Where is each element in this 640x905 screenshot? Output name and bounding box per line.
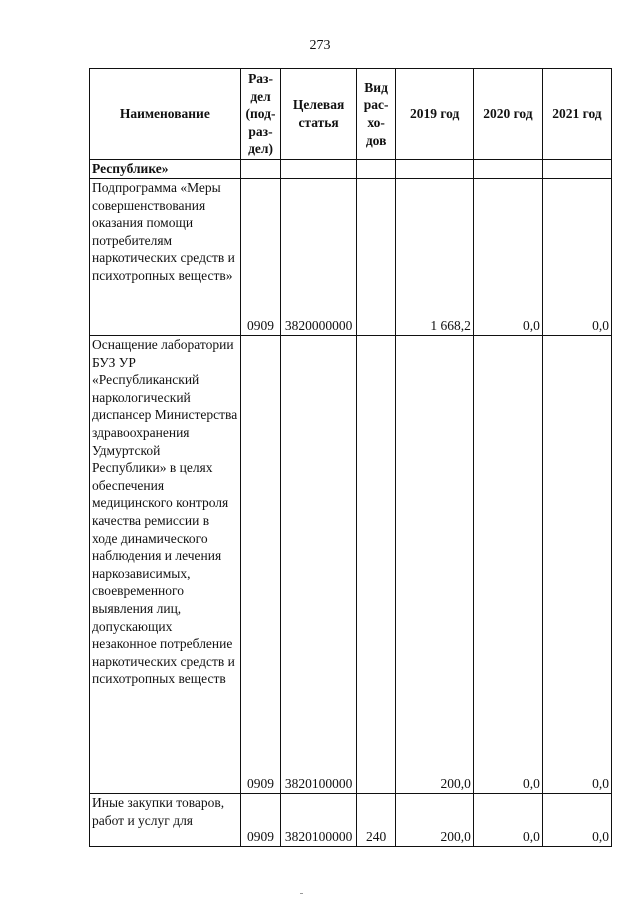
row-2020: 0,0: [473, 794, 542, 847]
row-2020: 0,0: [473, 336, 542, 794]
row-target: 3820100000: [281, 336, 356, 794]
row-name: Иные закупки товаров, работ и услуг для: [90, 794, 241, 847]
header-target: Целевая статья: [281, 69, 356, 160]
header-2021: 2021 год: [542, 69, 611, 160]
table-row: [90, 160, 612, 179]
row-2019: 1 668,2: [396, 179, 473, 336]
row-section: [240, 160, 281, 179]
row-2019: [396, 160, 473, 179]
table-row: [90, 336, 612, 794]
table-row: [90, 179, 612, 336]
row-2021: 0,0: [542, 336, 611, 794]
row-kind: [356, 179, 396, 336]
row-section: 0909: [240, 794, 281, 847]
row-2019: 200,0: [396, 336, 473, 794]
row-2020: [473, 160, 542, 179]
row-2019: 200,0: [396, 794, 473, 847]
header-2020: 2020 год: [473, 69, 542, 160]
row-2020: 0,0: [473, 179, 542, 336]
table-row: [90, 794, 612, 847]
header-2019: 2019 год: [396, 69, 473, 160]
row-section: 0909: [240, 179, 281, 336]
scan-mark: [300, 893, 303, 894]
header-section: Раз- дел (под- раз- дел): [240, 69, 281, 160]
header-kind: Вид рас- хо- дов: [356, 69, 396, 160]
page-number: 273: [309, 38, 331, 53]
row-target: 3820000000: [281, 179, 356, 336]
row-2021: [542, 160, 611, 179]
row-2021: 0,0: [542, 794, 611, 847]
row-kind: [356, 160, 396, 179]
row-section: 0909: [240, 336, 281, 794]
row-2021: 0,0: [542, 179, 611, 336]
table-header-row: [90, 69, 612, 160]
header-name: Наименование: [90, 69, 241, 160]
row-name: Республике»: [90, 160, 241, 179]
row-kind: 240: [356, 794, 396, 847]
row-kind: [356, 336, 396, 794]
row-name: Оснащение лаборатории БУЗ УР «Республиканский наркологический диспансер Министерства здравоохранения Удмуртской Республики» в целях обеспечения медицинского контроля качества ремиссии в ходе динамического наблюдения и лечения наркозависимых, своевременного выявления лиц, допускающих незаконное потребление наркотических средств и психотропных веществ: [90, 336, 241, 794]
row-name: Подпрограмма «Меры совершенствования оказания помощи потребителям наркотических средств и психотропных веществ»: [90, 179, 241, 336]
row-target: 3820100000: [281, 794, 356, 847]
budget-table: [89, 68, 612, 847]
row-target: [281, 160, 356, 179]
